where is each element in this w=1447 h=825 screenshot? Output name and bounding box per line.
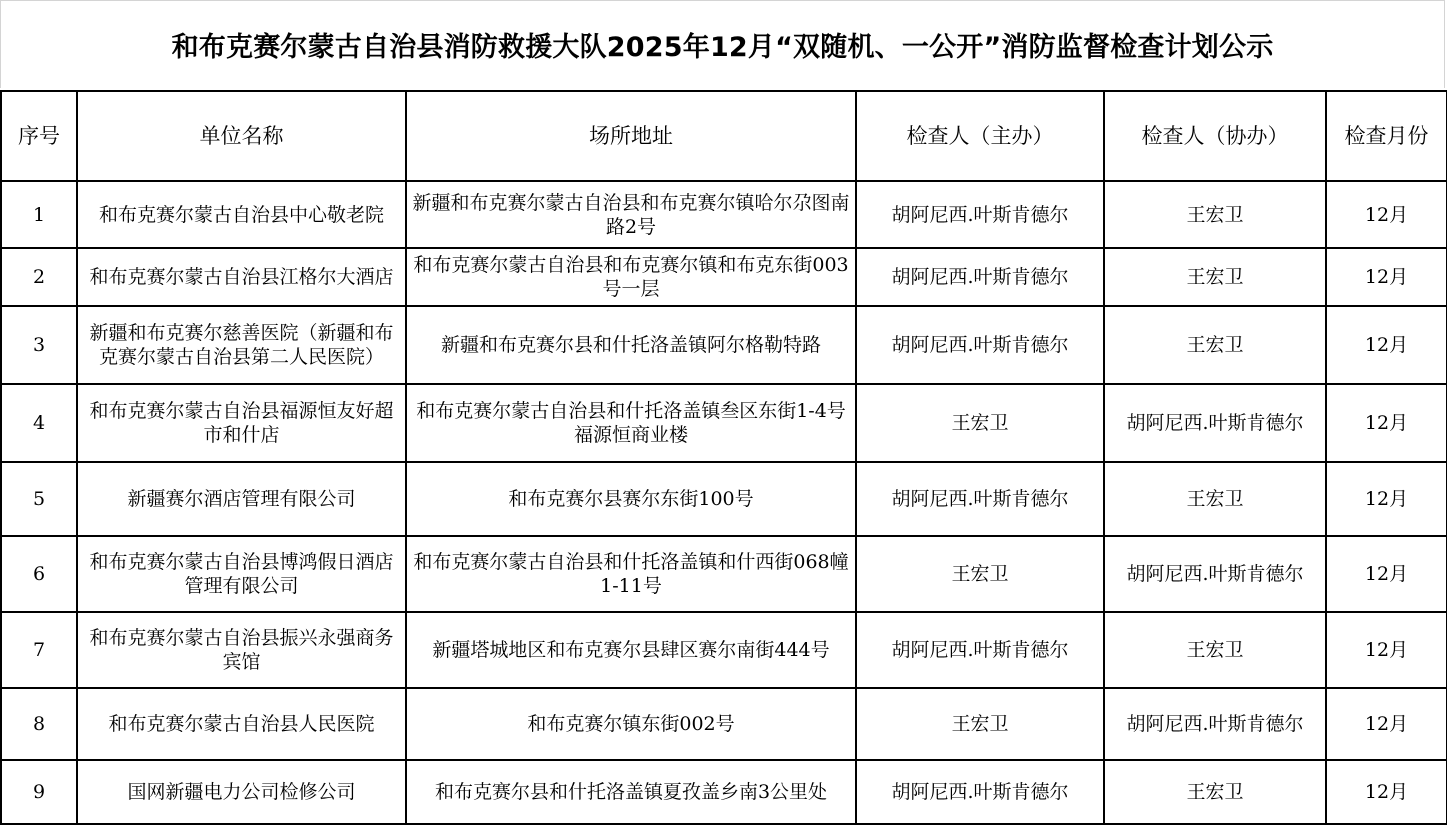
table-row xyxy=(1,760,1447,824)
row-index: 4 xyxy=(1,384,77,462)
row-inspector-main: 胡阿尼西.叶斯肯德尔 xyxy=(856,760,1104,824)
row-index: 7 xyxy=(1,612,77,688)
table-row xyxy=(1,688,1447,760)
row-address: 和布克赛尔县和什托洛盖镇夏孜盖乡南3公里处 xyxy=(406,760,856,824)
row-month: 12月 xyxy=(1326,760,1447,824)
row-inspector-assist: 王宏卫 xyxy=(1104,462,1326,536)
row-index: 5 xyxy=(1,462,77,536)
table-row xyxy=(1,181,1447,248)
header-inspector-main: 检查人（主办） xyxy=(856,91,1104,181)
inspection-plan-table xyxy=(0,90,1447,825)
row-index: 6 xyxy=(1,536,77,612)
row-address: 和布克赛尔镇东街002号 xyxy=(406,688,856,760)
header-row xyxy=(1,91,1447,181)
row-unit-name: 和布克赛尔蒙古自治县振兴永强商务宾馆 xyxy=(77,612,406,688)
row-unit-name: 和布克赛尔蒙古自治县人民医院 xyxy=(77,688,406,760)
row-inspector-main: 胡阿尼西.叶斯肯德尔 xyxy=(856,462,1104,536)
row-unit-name-clip xyxy=(82,309,401,381)
row-month: 12月 xyxy=(1326,536,1447,612)
row-inspector-assist: 王宏卫 xyxy=(1104,612,1326,688)
header-unit-name: 单位名称 xyxy=(77,91,406,181)
row-month: 12月 xyxy=(1326,462,1447,536)
row-inspector-assist: 王宏卫 xyxy=(1104,760,1326,824)
title-bar xyxy=(0,0,1445,88)
row-index: 8 xyxy=(1,688,77,760)
header-address: 场所地址 xyxy=(406,91,856,181)
row-inspector-main: 胡阿尼西.叶斯肯德尔 xyxy=(856,306,1104,384)
row-unit-name: 新疆赛尔酒店管理有限公司 xyxy=(77,462,406,536)
row-inspector-main: 胡阿尼西.叶斯肯德尔 xyxy=(856,612,1104,688)
row-month: 12月 xyxy=(1326,384,1447,462)
row-inspector-assist: 王宏卫 xyxy=(1104,306,1326,384)
row-inspector-main: 王宏卫 xyxy=(856,536,1104,612)
table-row xyxy=(1,384,1447,462)
table-row xyxy=(1,612,1447,688)
table-row xyxy=(1,462,1447,536)
row-address: 新疆和布克赛尔蒙古自治县和布克赛尔镇哈尔尕图南路2号 xyxy=(406,181,856,248)
header-inspector-assist: 检查人（协办） xyxy=(1104,91,1326,181)
row-address: 新疆塔城地区和布克赛尔县肆区赛尔南街444号 xyxy=(406,612,856,688)
row-address: 和布克赛尔蒙古自治县和布克赛尔镇和布克东街003号一层 xyxy=(406,248,856,306)
table-row xyxy=(1,306,1447,384)
row-unit-name-cell xyxy=(77,306,406,384)
row-index: 2 xyxy=(1,248,77,306)
row-address: 和布克赛尔蒙古自治县和什托洛盖镇叁区东街1-4号福源恒商业楼 xyxy=(406,384,856,462)
row-inspector-assist: 王宏卫 xyxy=(1104,248,1326,306)
row-inspector-main: 王宏卫 xyxy=(856,384,1104,462)
row-inspector-assist: 胡阿尼西.叶斯肯德尔 xyxy=(1104,536,1326,612)
row-inspector-assist: 胡阿尼西.叶斯肯德尔 xyxy=(1104,688,1326,760)
table-row xyxy=(1,248,1447,306)
table-row xyxy=(1,536,1447,612)
header-index: 序号 xyxy=(1,91,77,181)
row-index: 3 xyxy=(1,306,77,384)
row-index: 9 xyxy=(1,760,77,824)
row-unit-name: 和布克赛尔蒙古自治县中心敬老院 xyxy=(77,181,406,248)
row-unit-name: 国网新疆电力公司检修公司 xyxy=(77,760,406,824)
row-month: 12月 xyxy=(1326,306,1447,384)
row-address: 新疆和布克赛尔县和什托洛盖镇阿尔格勒特路 xyxy=(406,306,856,384)
header-month: 检查月份 xyxy=(1326,91,1447,181)
row-address: 和布克赛尔蒙古自治县和什托洛盖镇和什西街068幢1-11号 xyxy=(406,536,856,612)
row-address: 和布克赛尔县赛尔东街100号 xyxy=(406,462,856,536)
page-title: 和布克赛尔蒙古自治县消防救援大队2025年12月“双随机、一公开”消防监督检查计划公示 xyxy=(171,32,1274,63)
row-month: 12月 xyxy=(1326,612,1447,688)
row-inspector-assist: 胡阿尼西.叶斯肯德尔 xyxy=(1104,384,1326,462)
row-month: 12月 xyxy=(1326,181,1447,248)
row-inspector-main: 胡阿尼西.叶斯肯德尔 xyxy=(856,181,1104,248)
row-unit-name: 和布克赛尔蒙古自治县博鸿假日酒店管理有限公司 xyxy=(77,536,406,612)
row-inspector-assist: 王宏卫 xyxy=(1104,181,1326,248)
row-unit-name: 和布克赛尔蒙古自治县江格尔大酒店 xyxy=(77,248,406,306)
row-index: 1 xyxy=(1,181,77,248)
row-inspector-main: 王宏卫 xyxy=(856,688,1104,760)
row-month: 12月 xyxy=(1326,688,1447,760)
row-unit-name: 和布克赛尔蒙古自治县福源恒友好超市和什店 xyxy=(77,384,406,462)
row-inspector-main: 胡阿尼西.叶斯肯德尔 xyxy=(856,248,1104,306)
row-unit-name: 新疆和布克赛尔慈善医院（新疆和布克赛尔蒙古自治县第二人民医院） xyxy=(89,322,394,368)
row-month: 12月 xyxy=(1326,248,1447,306)
